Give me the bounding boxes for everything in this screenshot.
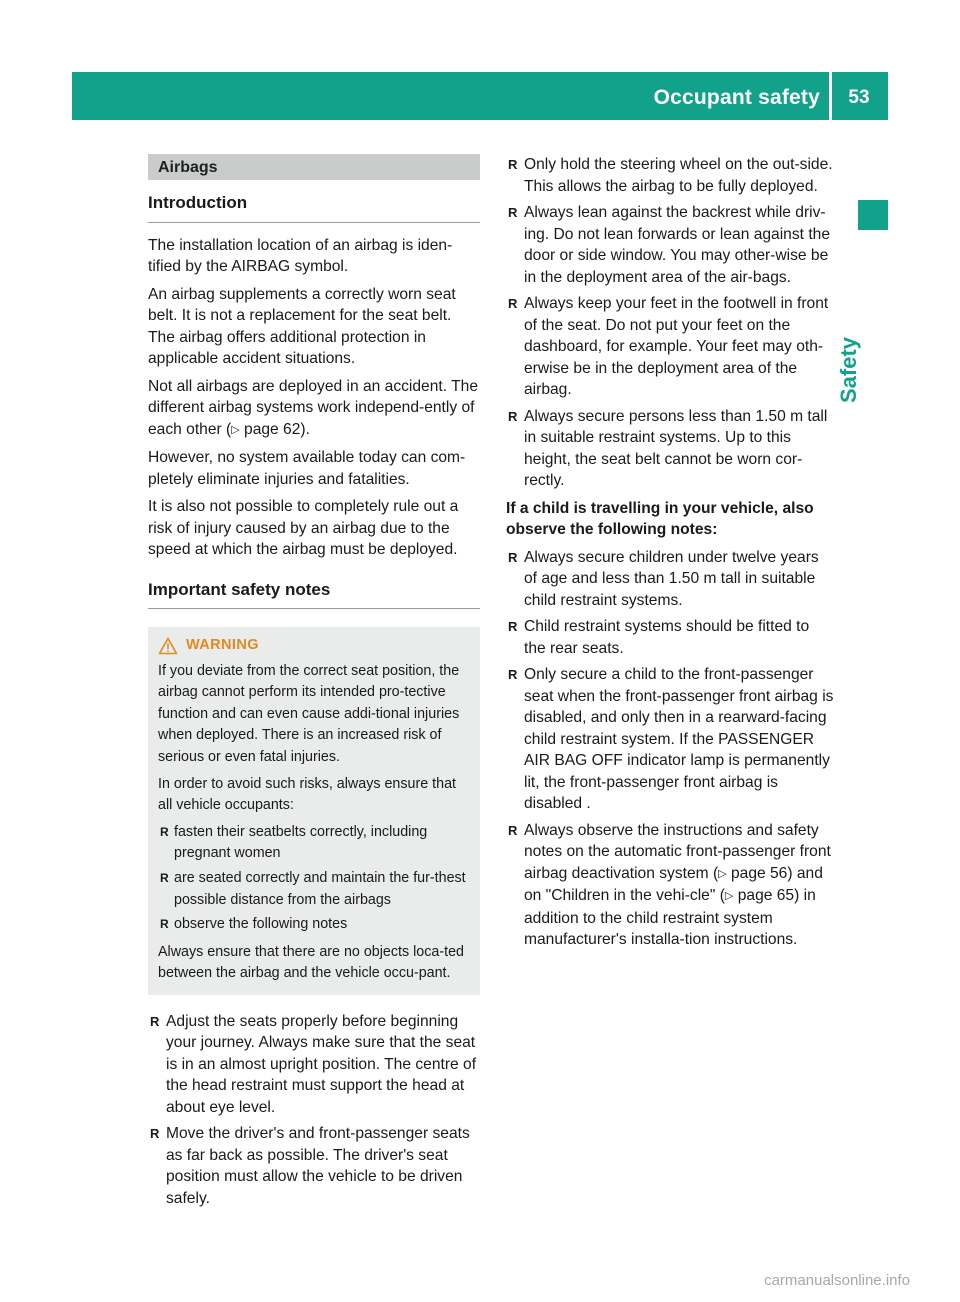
warning-box	[148, 627, 480, 995]
intro-heading: Introduction	[148, 192, 480, 223]
bullet-icon: R	[160, 870, 169, 885]
page-reference-link[interactable]: page 56) and on "Children in the vehi-cle" (	[524, 864, 823, 904]
child-bullet-list	[506, 547, 834, 951]
side-tab-label: Safety	[836, 336, 861, 403]
intro-paragraph: The installation location of an airbag is iden-tified by the AIRBAG symbol.	[148, 236, 453, 275]
bullet-icon: R	[508, 157, 518, 172]
section-title: Airbags	[148, 154, 480, 180]
list-item: R observe the following notes	[158, 914, 470, 936]
list-item: R Always keep your feet in the footwell in front of the seat. Do not put your feet on the dashboard, for example. Your feet may oth-erwise be in the deployment area of the airbag.	[508, 295, 829, 398]
list-item: R fasten their seatbelts correctly, including pregnant women	[160, 823, 428, 862]
header-divider	[829, 72, 832, 120]
child-heading: If a child is travelling in your vehicle, also observe the following notes:	[506, 499, 814, 538]
list-item: R are seated correctly and maintain the fur-thest possible distance from the airbags	[160, 869, 466, 908]
bullet-icon: R	[160, 824, 169, 839]
bullet-icon: R	[508, 296, 518, 311]
page-reference-link[interactable]: page 65) in addition to the child restraint system manufacturer's installa-tion instructions.	[524, 887, 816, 948]
bullet-icon: R	[508, 619, 518, 634]
page-ref-arrow-icon: ▷	[231, 423, 240, 436]
intro-paragraph: It is also not possible to completely rule out a risk of injury caused by an airbag due to the speed at which the airbag must be deployed.	[148, 498, 459, 558]
list-item: R Only hold the steering wheel on the out-side. This allows the airbag to be fully deployed.	[508, 156, 833, 195]
warning-bullet-list	[158, 822, 470, 936]
bullet-icon: R	[160, 917, 169, 932]
bullet-icon: R	[508, 667, 518, 682]
bullet-icon: R	[150, 1126, 160, 1142]
warning-header	[158, 635, 470, 657]
list-item: R Always lean against the backrest while driv-ing. Do not lean forwards or lean against the door or side window. You may other-wise be in the deployment area of the air-bags.	[508, 204, 830, 286]
bullet-icon: R	[508, 205, 518, 220]
warning-text: If you deviate from the correct seat position, the airbag cannot perform its intended pro-tective function and can even cause addi-tional injuries when deployed. There is an increased risk of serious or even fatal injuries.	[158, 662, 460, 765]
right-column	[506, 154, 834, 957]
warning-triangle-icon	[158, 637, 178, 655]
bullet-icon: R	[150, 1013, 160, 1029]
list-item: R Child restraint systems should be fitted to the rear seats.	[508, 618, 810, 657]
intro-paragraph: However, no system available today can com-pletely eliminate injuries and fatalities.	[148, 449, 466, 488]
seat-bullet-list	[148, 1011, 480, 1210]
page-reference-link[interactable]: page 62).	[244, 420, 310, 438]
intro-paragraph: Not all airbags are deployed in an accident. The different airbag systems work independ-ently of each other (▷ page 62).	[148, 377, 478, 438]
intro-paragraph: An airbag supplements a correctly worn seat belt. It is not a replacement for the seat belt. The airbag offers additional protection in applicable accident situations.	[148, 285, 456, 367]
left-column	[148, 154, 480, 1215]
side-tab-marker	[858, 200, 888, 230]
safety-notes-heading: Important safety notes	[148, 579, 480, 610]
chapter-title: Occupant safety	[653, 86, 820, 109]
list-item: R Only secure a child to the front-passenger seat when the front-passenger front airbag is disabled, and only then in a rearward-facing child restraint system. If the PASSENGER AIR BAG OFF indicator lamp is permanently lit, the front-passenger front airbag is disabled .	[508, 666, 834, 812]
watermark: carmanualsonline.info	[764, 1272, 910, 1289]
bullet-icon: R	[508, 822, 518, 838]
page-number: 53	[848, 87, 870, 108]
warning-text: In order to avoid such risks, always ensure that all vehicle occupants:	[158, 775, 456, 814]
page-header	[72, 72, 888, 120]
warning-text: Always ensure that there are no objects loca-ted between the airbag and the vehicle occu-pant.	[158, 943, 464, 982]
list-item: R Always secure children under twelve years of age and less than 1.50 m tall in suitable child restraint systems.	[508, 548, 819, 609]
page-ref-arrow-icon: ▷	[718, 867, 727, 880]
warning-label: WARNING	[186, 637, 259, 653]
list-item: R Adjust the seats properly before beginning your journey. Always make sure that the seat is in an almost upright position. The centre of the head restraint must support the head at about eye level.	[150, 1012, 477, 1116]
page-ref-arrow-icon: ▷	[724, 890, 734, 902]
list-item: R Always observe the instructions and safety notes on the automatic front-passenger front airbag deactivation system (▷ page 56) and on "Children in the vehi-cle" (▷ page 65) in addition to the child restraint system manufacturer's installa-tion instructions.	[508, 821, 831, 948]
list-item: R Move the driver's and front-passenger seats as far back as possible. The driver's seat position must allow the vehicle to be driven safely.	[150, 1125, 470, 1207]
bullet-icon: R	[508, 549, 518, 565]
list-item: R Always secure persons less than 1.50 m tall in suitable restraint systems. Up to this height, the seat belt cannot be worn cor-rectly.	[508, 407, 828, 489]
safety-bullet-list	[506, 154, 834, 492]
bullet-icon: R	[508, 408, 518, 424]
